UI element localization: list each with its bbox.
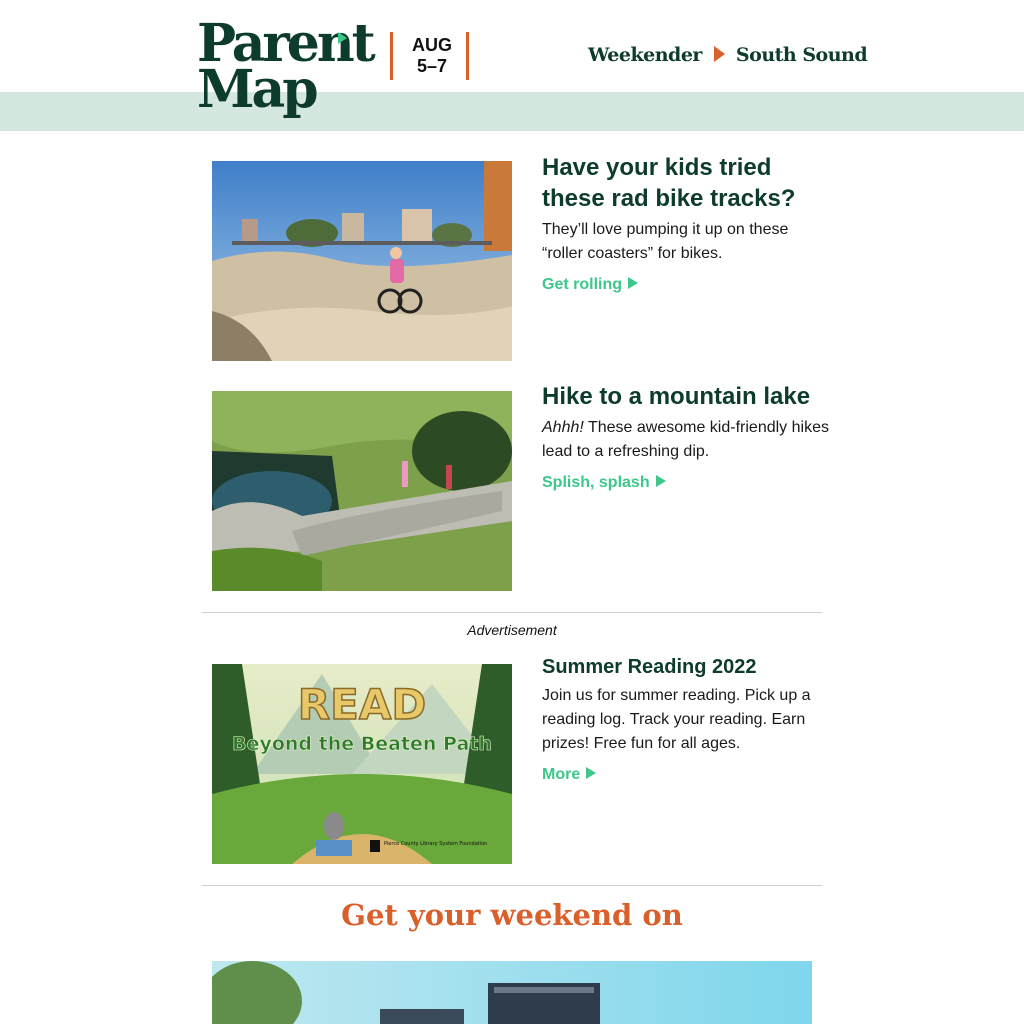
section-heading: Get your weekend on <box>341 898 683 932</box>
chevron-right-icon <box>628 277 638 289</box>
chevron-right-icon <box>656 475 666 487</box>
banner-headline: READ <box>297 680 427 729</box>
edition-name: Weekender <box>588 44 702 66</box>
cta-label: Get rolling <box>542 276 622 293</box>
edition-label <box>588 44 867 66</box>
divider <box>202 612 822 613</box>
header-band <box>0 92 1024 131</box>
story-body <box>542 416 832 464</box>
ad-text <box>542 656 832 784</box>
cta-label: More <box>542 766 581 783</box>
story-body-emphasis: Ahhh! <box>542 419 584 436</box>
more-link[interactable] <box>542 766 596 784</box>
divider <box>202 885 822 886</box>
logo-play-icon <box>338 32 347 44</box>
date-divider-left <box>390 32 393 80</box>
get-rolling-link[interactable] <box>542 276 638 294</box>
mountain-lake-photo[interactable] <box>212 391 512 591</box>
cta-label: Splish, splash <box>542 474 650 491</box>
logo-line-2: Map <box>197 59 316 120</box>
splish-splash-link[interactable] <box>542 474 666 492</box>
story-body: They’ll love pumping it up on these “roller coasters” for bikes. <box>542 221 789 262</box>
issue-date <box>390 32 470 80</box>
edition-region: South Sound <box>735 44 868 66</box>
date-month: AUG <box>412 35 452 55</box>
date-divider-right <box>466 32 469 80</box>
banner-sponsor: Pierce County Library System Foundation <box>384 841 488 847</box>
summer-reading-banner[interactable] <box>212 664 512 864</box>
banner-tagline: Beyond the Beaten Path <box>232 733 492 755</box>
story-title[interactable]: Hike to a mountain lake <box>542 383 811 410</box>
story-text <box>542 154 832 294</box>
parentmap-logo[interactable] <box>197 13 373 126</box>
story-body-rest: These awesome kid-friendly hikes lead to a refreshing dip. <box>542 419 829 460</box>
story-title[interactable]: Have your kids tried these rad bike tracks? <box>542 154 796 212</box>
weekend-feature-photo[interactable] <box>212 961 812 1024</box>
advertisement-label: Advertisement <box>467 622 557 638</box>
play-arrow-icon <box>714 46 725 62</box>
ad-body: Join us for summer reading. Pick up a reading log. Track your reading. Earn prizes! Free fun for all ages. <box>542 687 811 752</box>
story-text <box>542 383 832 492</box>
logo-line-1: Parent <box>197 13 373 74</box>
ad-title[interactable]: Summer Reading 2022 <box>542 656 757 678</box>
bike-track-photo[interactable] <box>212 161 512 361</box>
chevron-right-icon <box>586 767 596 779</box>
date-days: 5–7 <box>417 56 448 76</box>
